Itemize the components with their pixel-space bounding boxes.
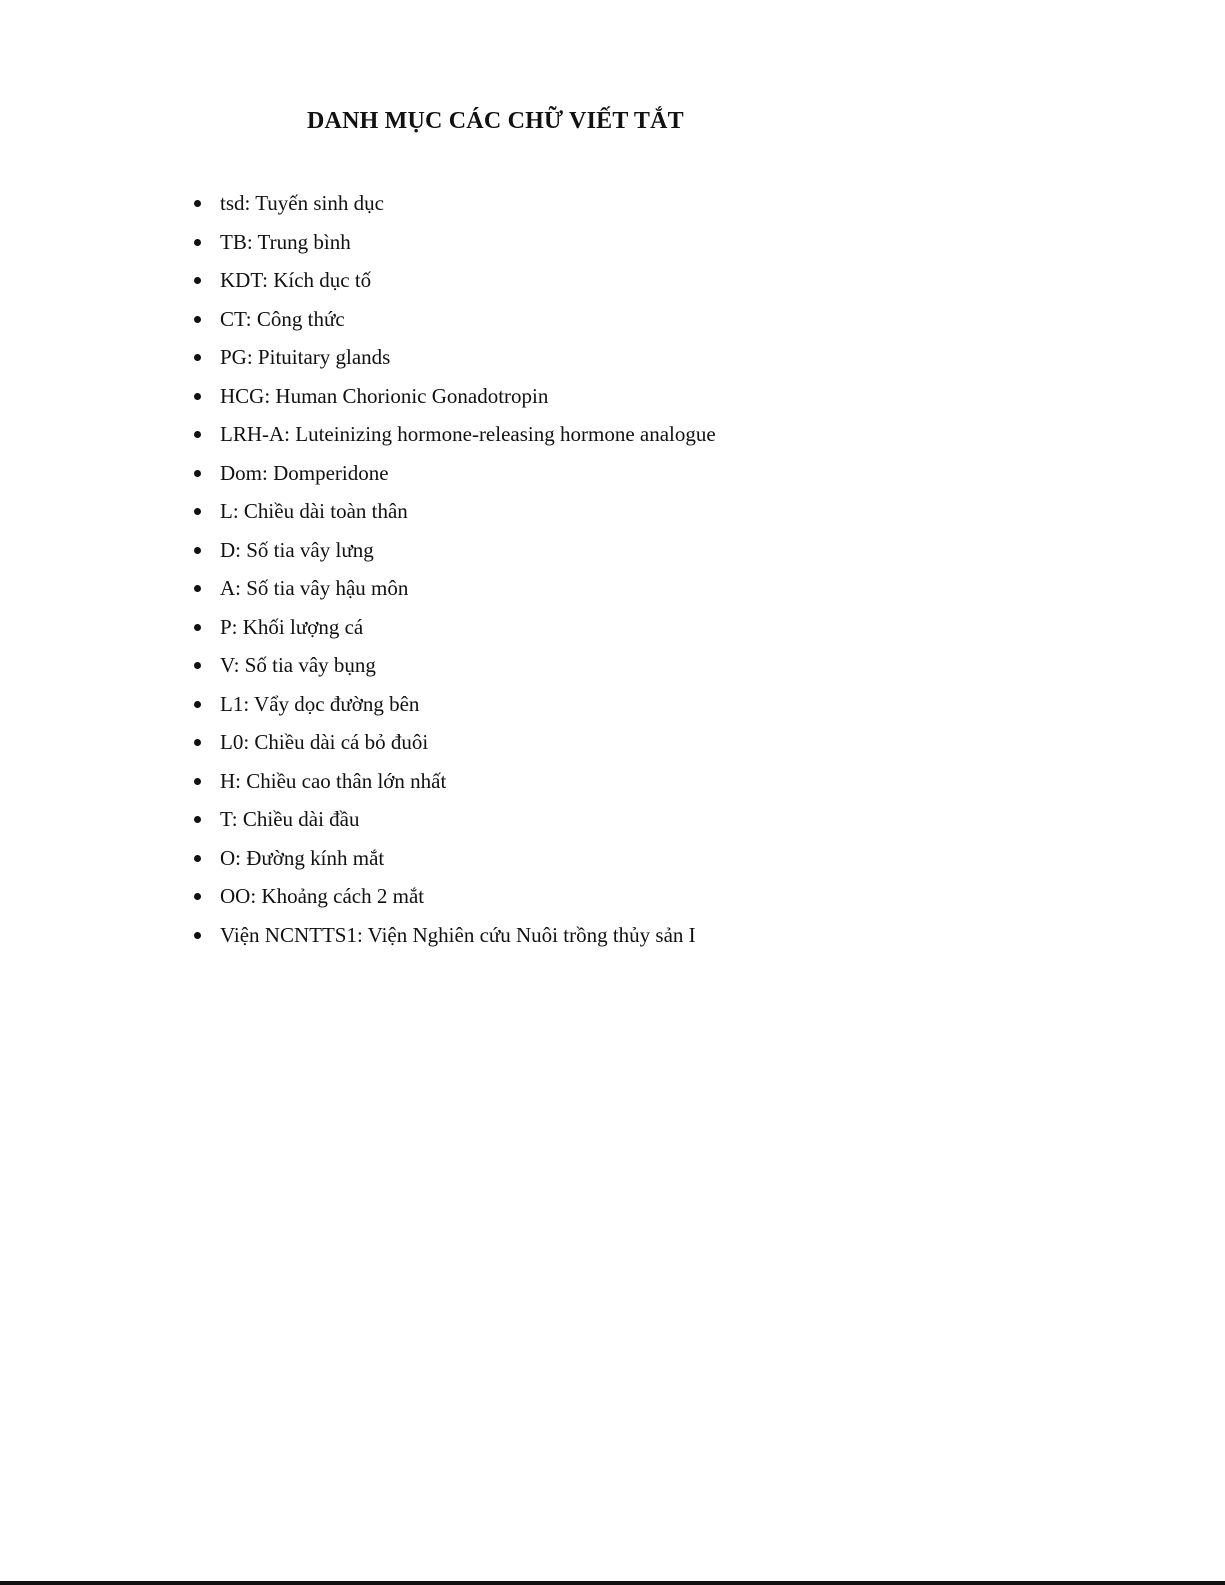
- bullet-icon: [194, 662, 201, 669]
- bullet-icon: [194, 393, 201, 400]
- page-title: DANH MỤC CÁC CHỮ VIẾT TẮT: [307, 108, 684, 134]
- abbreviation-text: L: Chiều dài toàn thân: [220, 499, 408, 523]
- abbreviation-text: OO: Khoảng cách 2 mắt: [220, 884, 425, 908]
- bullet-icon: [194, 508, 201, 515]
- abbreviation-text: P: Khối lượng cá: [220, 614, 364, 639]
- abbreviation-text: L0: Chiều dài cá bỏ đuôi: [220, 730, 429, 754]
- bullet-icon: [194, 470, 201, 477]
- bullet-icon: [194, 239, 201, 246]
- abbreviation-text: D: Số tia vây lưng: [220, 537, 374, 562]
- abbreviation-text: O: Đường kính mắt: [220, 845, 385, 870]
- abbreviation-text: HCG: Human Chorionic Gonadotropin: [220, 383, 549, 408]
- abbreviation-text: LRH-A: Luteinizing hormone-releasing hormone analogue: [220, 422, 716, 446]
- abbreviation-text: H: Chiều cao thân lớn nhất: [220, 768, 447, 793]
- bullet-icon: [194, 778, 201, 785]
- bullet-icon: [194, 547, 201, 554]
- abbreviation-text: V: Số tia vây bụng: [220, 653, 376, 677]
- bullet-icon: [194, 932, 201, 939]
- abbreviation-text: PG: Pituitary glands: [220, 345, 391, 369]
- abbreviation-text: KDT: Kích dục tố: [220, 268, 372, 292]
- bullet-icon: [194, 316, 201, 323]
- abbreviation-text: TB: Trung bình: [220, 229, 351, 254]
- abbreviation-text: Viện NCNTTS1: Viện Nghiên cứu Nuôi trồng thủy sản I: [220, 922, 696, 947]
- bullet-icon: [194, 585, 201, 592]
- bullet-icon: [194, 277, 201, 284]
- bullet-icon: [194, 701, 201, 708]
- abbreviation-text: T: Chiều dài đầu: [220, 807, 360, 831]
- bullet-icon: [194, 855, 201, 862]
- bullet-icon: [194, 354, 201, 361]
- bullet-icon: [194, 893, 201, 900]
- bullet-icon: [194, 816, 201, 823]
- abbreviation-text: Dom: Domperidone: [220, 460, 389, 485]
- bullet-icon: [194, 431, 201, 438]
- abbreviation-text: CT: Công thức: [220, 306, 345, 331]
- abbreviation-text: L1: Vẩy dọc đường bên: [220, 691, 420, 716]
- abbreviation-text: tsd: Tuyến sinh dục: [220, 191, 384, 215]
- abbreviation-text: A: Số tia vây hậu môn: [220, 576, 409, 600]
- page-bottom-border: [0, 1581, 1225, 1585]
- bullet-icon: [194, 624, 201, 631]
- bullet-icon: [194, 200, 201, 207]
- bullet-icon: [194, 739, 201, 746]
